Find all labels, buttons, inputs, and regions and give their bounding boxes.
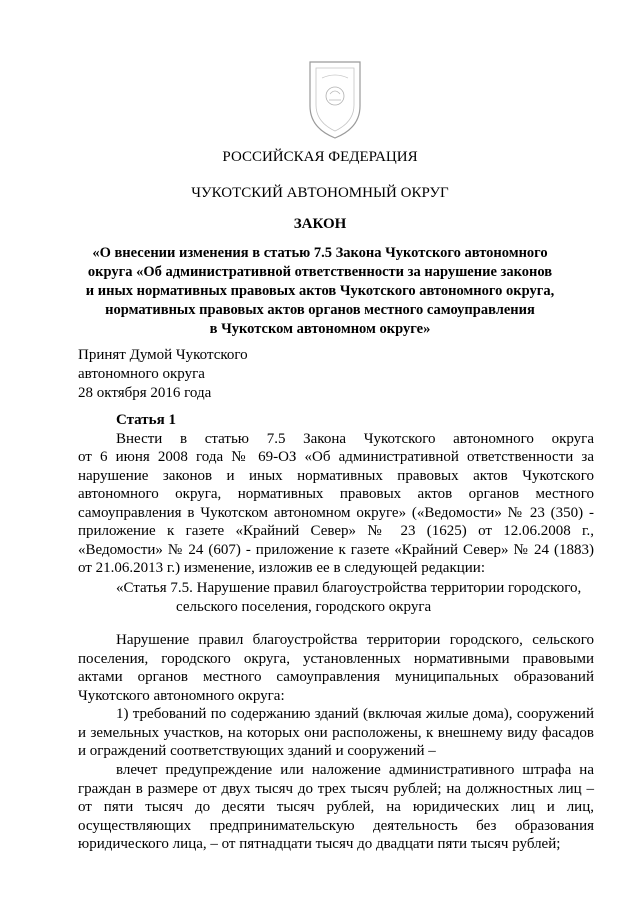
body-line: граждан в размере от двух тысяч до трех тысяч рублей; на должностных лиц – <box>78 780 594 797</box>
document-type-title: ЗАКОН <box>293 216 347 232</box>
subtitle-line: нормативных правовых актов органов местного самоуправления <box>105 302 535 318</box>
adoption-date: 28 октября 2016 года <box>78 385 212 401</box>
article-line: от 21.06.2013 г.) изменение, изложив ее в следующей редакции: <box>78 560 485 576</box>
body-line: и земельных участков, на которых они расположены, к внешнему виду фасадов <box>78 724 594 741</box>
body-line: поселения, городского округа, установленных нормативными правовыми <box>78 650 594 667</box>
body-paragraph <box>78 705 594 761</box>
law-subtitle <box>40 244 600 339</box>
quoted-title-line: сельского поселения, городского округа <box>176 599 432 615</box>
region-heading: ЧУКОТСКИЙ АВТОНОМНЫЙ ОКРУГ <box>191 185 449 201</box>
article-line: от 6 июня 2008 года № 69-ОЗ «Об административной ответственности за <box>78 449 594 465</box>
article-heading: Статья 1 <box>116 412 176 428</box>
body-line: осуществляющих предпринимательскую деятельность без образования <box>78 817 594 834</box>
body-line: 1) требований по содержанию зданий (включая жилые дома), сооружений <box>116 706 594 722</box>
article-line: приложение к газете «Крайний Север» № 23 (1625) от 12.06.2008 г., <box>78 523 594 539</box>
subtitle-line: и иных нормативных правовых актов Чукотского автономного округа, <box>85 283 555 299</box>
quoted-article-title <box>116 579 581 617</box>
subtitle-line: в Чукотском автономном округе» <box>209 321 431 337</box>
article-line: Внести в статью 7.5 Закона Чукотского автономного округа <box>116 430 594 447</box>
coat-of-arms-emblem <box>300 58 370 140</box>
adoption-line: Принят Думой Чукотского <box>78 347 248 363</box>
body-paragraph <box>78 631 594 705</box>
article-line: самоуправления в Чукотском автономном округе» («Ведомости» № 23 (350) - <box>78 504 594 521</box>
article-line: «Ведомости» № 24 (607) - приложение к газете «Крайний Север» № 24 (1883) <box>78 541 594 558</box>
quoted-title-line: «Статья 7.5. Нарушение правил благоустройства территории городского, <box>116 580 582 596</box>
adoption-note <box>78 346 248 403</box>
body-line: от пяти тысяч до десяти тысяч рублей, на юридических лиц и лиц, <box>78 799 594 815</box>
adoption-line: автономного округа <box>78 366 205 382</box>
body-paragraph <box>78 761 594 854</box>
subtitle-line: «О внесении изменения в статью 7.5 Закона Чукотского автономного <box>92 245 548 261</box>
body-line: и ограждений соответствующих зданий и сооружений – <box>78 743 436 759</box>
body-line: актами органов местного самоуправления муниципальных образований <box>78 669 594 685</box>
subtitle-line: округа «Об административной ответственности за нарушение законов <box>87 264 553 280</box>
article-1-section <box>78 411 594 578</box>
country-heading: РОССИЙСКАЯ ФЕДЕРАЦИЯ <box>222 149 418 165</box>
body-line: Чукотского автономного округа: <box>78 687 285 704</box>
body-line: Нарушение правил благоустройства территории городского, сельского <box>116 632 594 648</box>
article-line: нарушение законов и иных нормативных правовых актов Чукотского <box>78 467 594 484</box>
body-line: влечет предупреждение или наложение административного штрафа на <box>116 762 594 778</box>
article-line: автономного округа, нормативных правовых актов органов местного <box>78 486 594 502</box>
body-line: юридического лица, – от пятнадцати тысяч до двадцати пяти тысяч рублей; <box>78 836 561 852</box>
